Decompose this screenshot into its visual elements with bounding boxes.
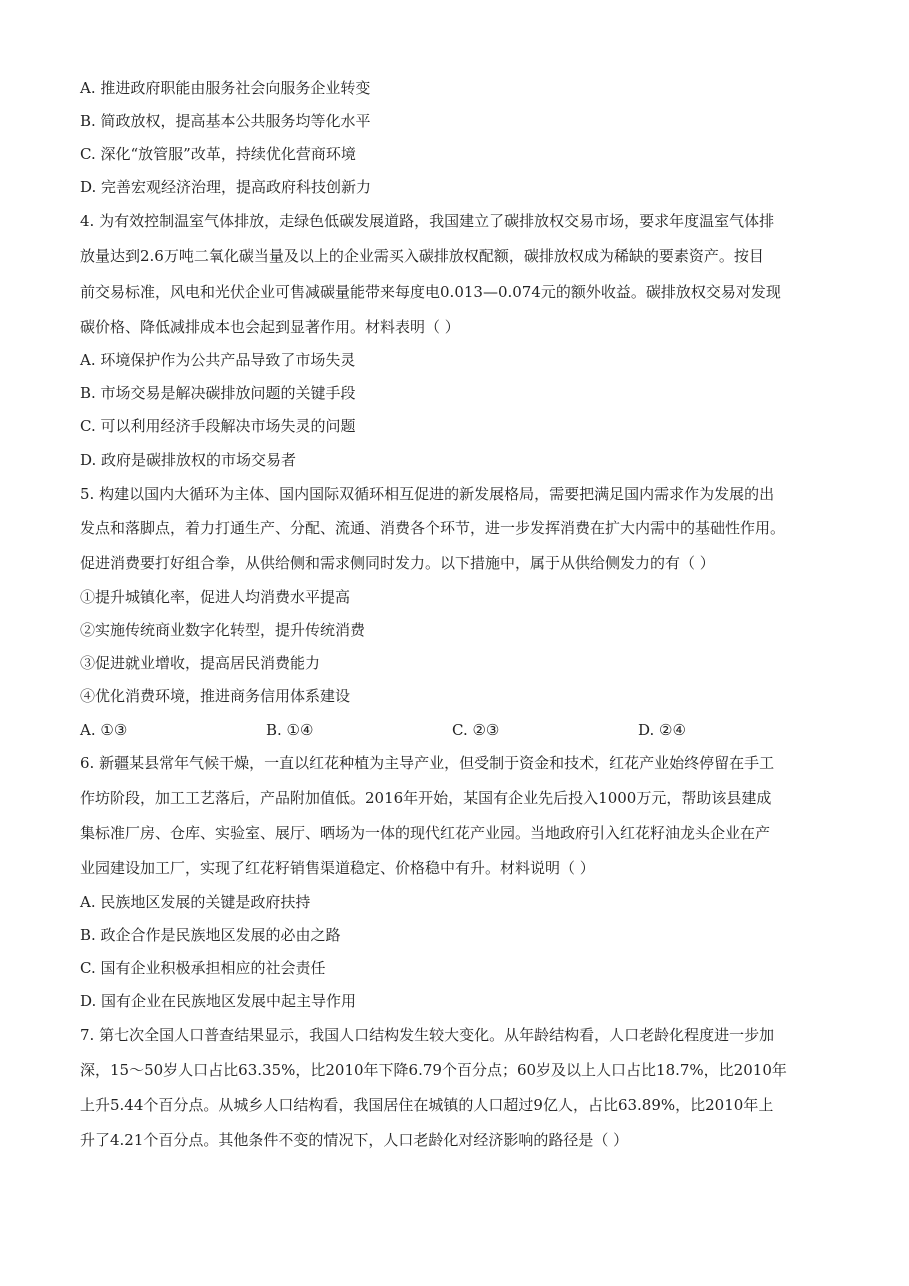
q5-stem-line: 发点和落脚点，着力打通生产、分配、流通、消费各个环节，进一步发挥消费在扩大内需中的基础性作用。: [80, 519, 786, 537]
q7-stem-line: 深，15～50岁人口占比63.35%，比2010年下降6.79个百分点；60岁及以上人口占比18.7%，比2010年: [80, 1061, 787, 1079]
q5-item-4: ④优化消费环境，推进商务信用体系建设: [80, 687, 351, 705]
q5-item-1: ①提升城镇化率，促进人均消费水平提高: [80, 588, 351, 606]
q5-stem-line: 5. 构建以国内大循环为主体、国内国际双循环相互促进的新发展格局，需要把满足国内需求作为发展的出: [80, 485, 775, 503]
q6-option-d: D. 国有企业在民族地区发展中起主导作用: [80, 992, 357, 1010]
q5-item-3: ③促进就业增收，提高居民消费能力: [80, 654, 321, 672]
q4-stem-line: 碳价格、降低减排成本也会起到显著作用。材料表明（ ）: [80, 318, 460, 336]
q7-stem-line: 上升5.44个百分点。从城乡人口结构看，我国居住在城镇的人口超过9亿人，占比63.89%，比2010年上: [80, 1096, 774, 1114]
q3-option-c: C. 深化“放管服”改革，持续优化营商环境: [80, 145, 356, 163]
q5-option-b: B. ①④: [266, 721, 314, 739]
q6-option-c: C. 国有企业积极承担相应的社会责任: [80, 959, 326, 977]
q6-stem-line: 业园建设加工厂，实现了红花籽销售渠道稳定、价格稳中有升。材料说明（ ）: [80, 859, 595, 877]
q4-stem-line: 放量达到2.6万吨二氧化碳当量及以上的企业需买入碳排放权配额，碳排放权成为稀缺的要素资产。按目: [80, 247, 764, 265]
q6-stem-line: 作坊阶段，加工工艺落后，产品附加值低。2016年开始，某国有企业先后投入1000万元，帮助该县建成: [80, 789, 772, 807]
q3-option-d: D. 完善宏观经济治理，提高政府科技创新力: [80, 178, 372, 196]
q7-stem-line: 升了4.21个百分点。其他条件不变的情况下，人口老龄化对经济影响的路径是（ ）: [80, 1131, 629, 1149]
q5-option-a: A. ①③: [80, 721, 128, 739]
q4-option-b: B. 市场交易是解决碳排放问题的关键手段: [80, 384, 356, 402]
q5-option-d: D. ②④: [638, 721, 686, 739]
q3-option-a: A. 推进政府职能由服务社会向服务企业转变: [80, 79, 371, 97]
q6-option-b: B. 政企合作是民族地区发展的必由之路: [80, 926, 341, 944]
q4-option-a: A. 环境保护作为公共产品导致了市场失灵: [80, 351, 356, 369]
q4-option-c: C. 可以利用经济手段解决市场失灵的问题: [80, 417, 356, 435]
q6-stem-line: 集标准厂房、仓库、实验室、展厅、晒场为一体的现代红花产业园。当地政府引入红花籽油龙头企业在产: [80, 824, 771, 842]
q6-stem-line: 6. 新疆某县常年气候干燥，一直以红花种植为主导产业，但受制于资金和技术，红花产业始终停留在手工: [80, 754, 775, 772]
q7-stem-line: 7. 第七次全国人口普查结果显示，我国人口结构发生较大变化。从年龄结构看，人口老龄化程度进一步加: [80, 1026, 775, 1044]
q5-option-c: C. ②③: [452, 721, 500, 739]
q4-stem-line: 前交易标准，风电和光伏企业可售减碳量能带来每度电0.013—0.074元的额外收益。碳排放权交易对发现: [80, 283, 781, 301]
q5-stem-line: 促进消费要打好组合拳，从供给侧和需求侧同时发力。以下措施中，属于从供给侧发力的有（ ）: [80, 554, 715, 572]
q5-item-2: ②实施传统商业数字化转型，提升传统消费: [80, 621, 366, 639]
q6-option-a: A. 民族地区发展的关键是政府扶持: [80, 893, 311, 911]
q4-option-d: D. 政府是碳排放权的市场交易者: [80, 451, 297, 469]
q4-stem-line: 4. 为有效控制温室气体排放，走绿色低碳发展道路，我国建立了碳排放权交易市场，要求年度温室气体排: [80, 212, 775, 230]
q3-option-b: B. 简政放权，提高基本公共服务均等化水平: [80, 112, 371, 130]
